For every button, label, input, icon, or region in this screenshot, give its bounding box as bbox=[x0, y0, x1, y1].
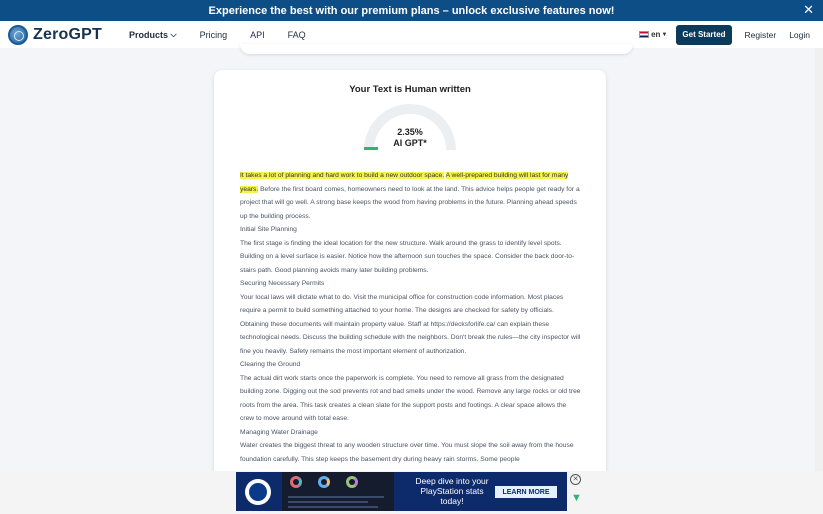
ad-choices-icon[interactable]: ▼ bbox=[571, 492, 582, 504]
get-started-button[interactable]: Get Started bbox=[676, 25, 731, 45]
promo-banner[interactable] bbox=[0, 0, 823, 21]
brain-globe-icon bbox=[8, 25, 28, 45]
language-label: en bbox=[651, 30, 661, 39]
learn-more-button[interactable]: LEARN MORE bbox=[495, 486, 557, 498]
paragraph bbox=[240, 169, 582, 223]
result-title: Your Text is Human written bbox=[349, 84, 471, 95]
highlighted-sentence: It takes a lot of planning and hard work to build a new outdoor space. bbox=[240, 172, 445, 179]
register-link[interactable]: Register bbox=[744, 29, 777, 40]
section-heading: Initial Site Planning bbox=[240, 226, 297, 233]
donut-chart-icon bbox=[318, 476, 330, 488]
donut-chart-icon bbox=[346, 476, 358, 488]
caret-down-icon: ▼ bbox=[661, 31, 668, 38]
chevron-down-icon: ⌵ bbox=[170, 29, 177, 39]
login-link[interactable]: Login bbox=[789, 29, 810, 40]
paragraph: The first stage is finding the ideal location for the new structure. Walk around the grass to identify level spots. Building on a level surface is easier. Notice how the afternoon sun touches the space. Consider the back door-to-stairs path. Good planning avoids many later building problems. bbox=[240, 239, 575, 274]
donut-chart-icon bbox=[290, 476, 302, 488]
highlighted-sentence: A well-prepared building will last for many years. bbox=[240, 172, 569, 193]
promo-close-icon[interactable]: ✕ bbox=[803, 2, 814, 17]
playstation-icon bbox=[245, 479, 271, 505]
editor-card-bottom bbox=[240, 44, 633, 54]
ad-bar bbox=[288, 501, 368, 503]
uk-flag-icon bbox=[639, 31, 649, 38]
logo[interactable] bbox=[8, 25, 102, 45]
gauge-percent: 2.35% bbox=[397, 127, 423, 137]
paragraph: Water creates the biggest threat to any wooden structure over time. You must slope the soil away from the house foundation carefully. This step keeps the basement dry during heavy rain storms. Some people bbox=[240, 442, 574, 463]
scrollbar[interactable] bbox=[815, 48, 823, 471]
ad-bar bbox=[288, 496, 384, 498]
promo-text: Experience the best with our premium plans – unlock exclusive features now! bbox=[208, 4, 615, 17]
ad-close-icon[interactable]: ✕ bbox=[570, 474, 581, 485]
ad-bar bbox=[288, 506, 378, 508]
nav-products-label: Products bbox=[128, 29, 168, 40]
ad-text: Deep dive into your PlayStation stats today! bbox=[415, 476, 489, 506]
paragraph-text: Before the first board comes, homeowners need to look at the land. This advice helps people get ready for a project that will go well. A strong base keeps the wood from having problems in the future. Planning ahead speeds up the building process. bbox=[240, 185, 580, 220]
gauge-label: AI GPT* bbox=[393, 138, 427, 148]
nav-api[interactable]: API bbox=[250, 29, 265, 40]
nav-pricing[interactable]: Pricing bbox=[199, 29, 228, 40]
result-card bbox=[214, 70, 606, 490]
ad-banner[interactable] bbox=[236, 472, 567, 511]
nav-links bbox=[129, 30, 329, 40]
logo-text: ZeroGPT bbox=[33, 25, 102, 43]
section-heading: Securing Necessary Permits bbox=[240, 280, 325, 287]
nav-faq[interactable]: FAQ bbox=[287, 29, 306, 40]
section-heading: Managing Water Drainage bbox=[240, 428, 318, 436]
section-heading: Clearing the Ground bbox=[240, 361, 301, 368]
paragraph: The actual dirt work starts once the paperwork is complete. You need to remove all grass from the designated building zone. Digging out the sod prevents rot and bad smells under the wood. Remove any large rocks or old tree roots from the area. This task creates a clean slate for the support posts and footings. A clear space allows the crew to move around with total ease. bbox=[240, 374, 581, 422]
paragraph: Your local laws will dictate what to do. Visit the municipal office for construction code information. Most places require a permit to build something attached to your home. The designs are checked for safety by officials. Obtaining these documents will maintain property value. Staff at https://decksforlife.ca/ can explain these technological needs. Discuss the building schedule with the neighbors. Don't break the rules—the city inspector will fine you heavily. Safety remains the most important element of authorization. bbox=[240, 293, 581, 355]
analysis-text bbox=[240, 169, 582, 466]
language-selector[interactable] bbox=[639, 30, 667, 39]
ad-stats-screen bbox=[282, 472, 394, 511]
nav-right bbox=[639, 25, 823, 45]
ad-container bbox=[0, 471, 823, 514]
nav-products[interactable] bbox=[129, 30, 177, 40]
